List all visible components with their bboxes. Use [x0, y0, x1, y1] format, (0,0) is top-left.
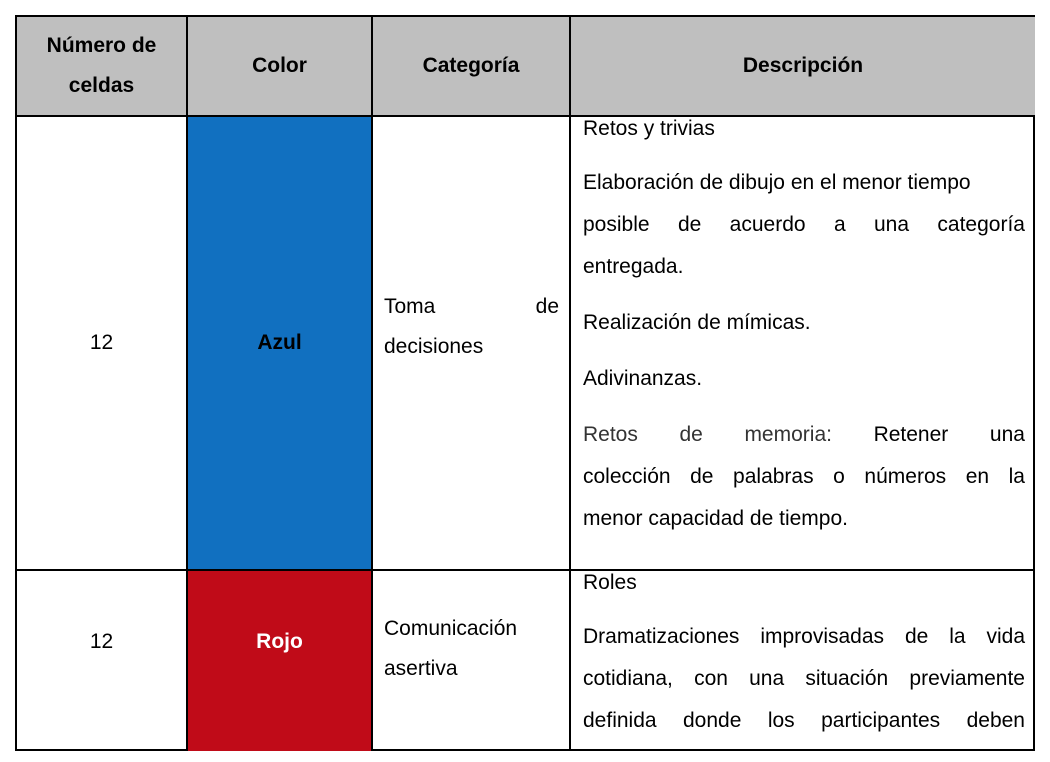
row2-category: Comunicación asertiva — [384, 617, 518, 680]
activity-table — [15, 15, 1035, 751]
row2-color-cell — [188, 571, 371, 751]
row2-description — [571, 571, 1035, 751]
row2-color-name: Rojo — [256, 630, 303, 653]
row2-cells: 12 — [89, 630, 114, 653]
row1-category: Toma de decisiones — [384, 295, 559, 358]
desc-item: Elaboración de dibujo en el menor tiempo posible de acuerdo a una categoría entregada. — [583, 171, 1025, 278]
row1-cells: 12 — [89, 331, 114, 354]
header-number-of-cells: Número de celdas — [17, 17, 186, 115]
desc-item: Roles — [583, 571, 637, 594]
row1-color-name: Azul — [257, 331, 302, 354]
header-color: Color — [188, 17, 371, 115]
desc-item: Adivinanzas. — [583, 367, 703, 390]
row1-description — [571, 117, 1035, 569]
desc-item: Realización de mímicas. — [583, 311, 811, 334]
desc-item: Retos y trivias — [583, 117, 715, 140]
row1-color-cell — [188, 117, 371, 569]
header-description: Descripción — [571, 17, 1035, 115]
header-category: Categoría — [373, 17, 569, 115]
desc-item: Retos de memoria: Retener una colección de palabras o números en la menor capacidad de tiempo. — [583, 423, 1025, 530]
desc-item: Dramatizaciones improvisadas de la vida cotidiana, con una situación previamente definida donde los participantes deben — [583, 625, 1025, 732]
